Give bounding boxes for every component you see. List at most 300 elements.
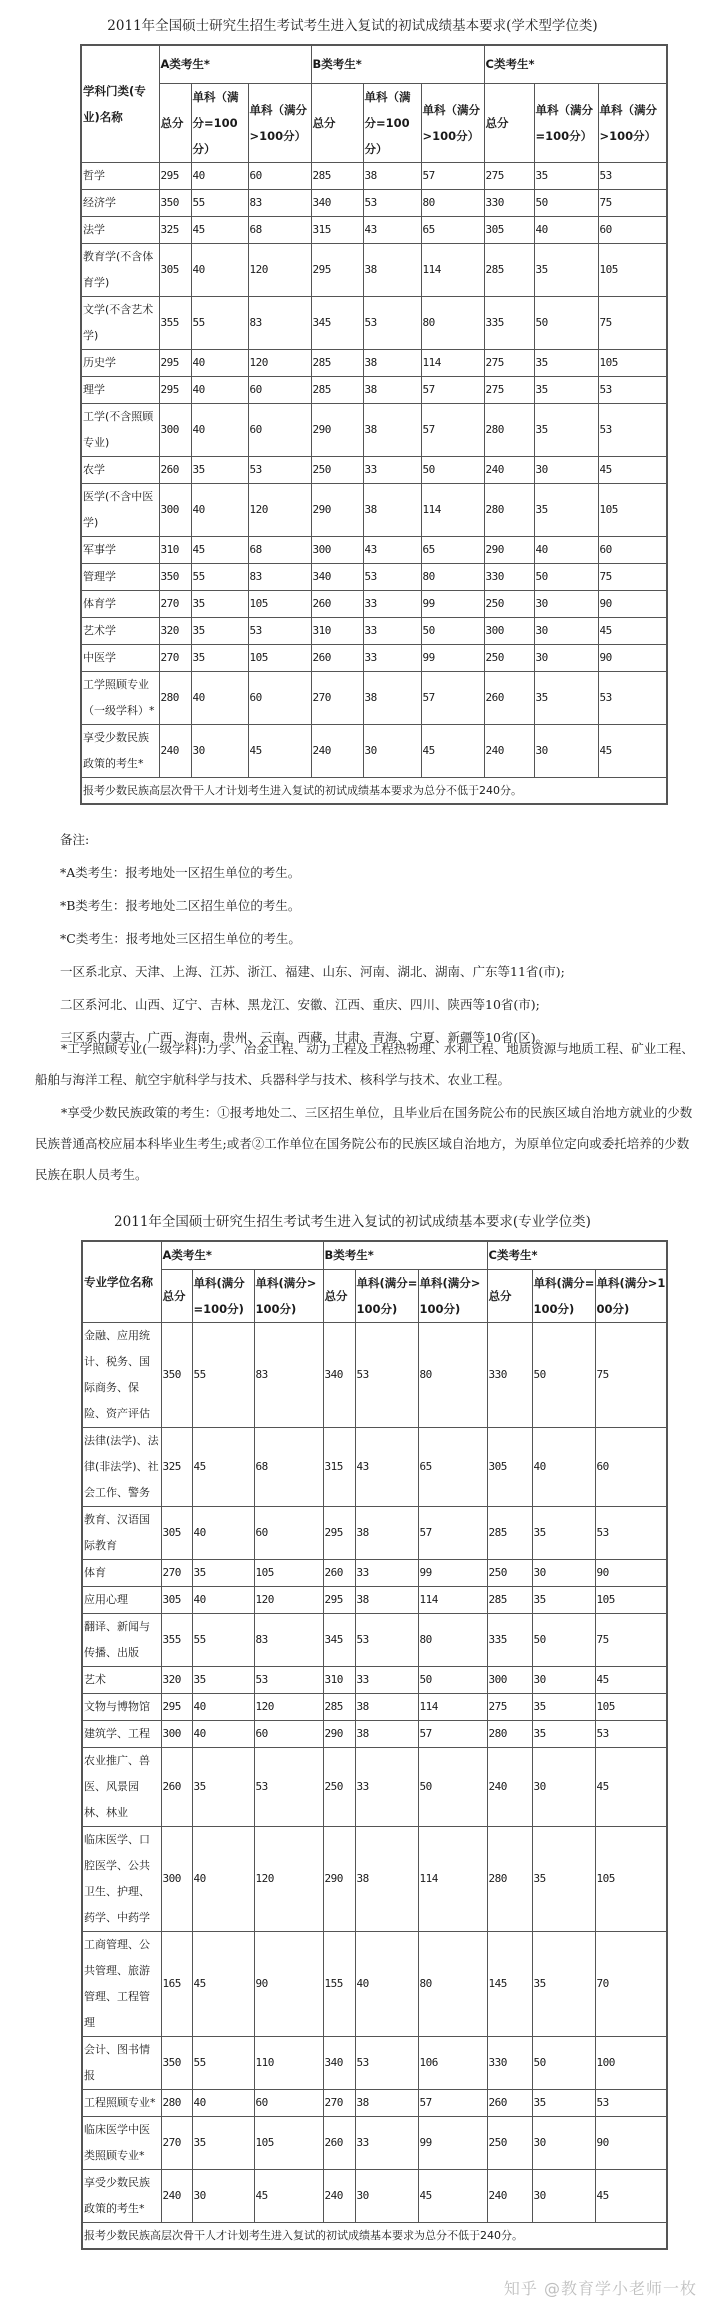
score-cell: 105 xyxy=(595,1693,667,1720)
sub-header-single-over-100: 单科（满分>100分） xyxy=(598,83,667,162)
score-cell: 120 xyxy=(254,1826,323,1931)
score-cell: 285 xyxy=(487,1506,532,1559)
score-cell: 35 xyxy=(192,2116,254,2169)
score-cell: 300 xyxy=(484,617,534,644)
table-row xyxy=(81,189,667,216)
score-cell: 50 xyxy=(532,1613,595,1666)
score-cell: 285 xyxy=(484,243,534,296)
score-cell: 260 xyxy=(311,644,363,671)
score-cell: 38 xyxy=(363,403,421,456)
row-name: 工商管理、公共管理、旅游管理、工程管理 xyxy=(82,1931,161,2036)
table-row xyxy=(82,2089,667,2116)
score-cell: 33 xyxy=(355,1666,418,1693)
row-name: 工程照顾专业* xyxy=(82,2089,161,2116)
score-cell: 35 xyxy=(532,1506,595,1559)
score-cell: 53 xyxy=(363,296,421,349)
score-cell: 295 xyxy=(161,1693,192,1720)
score-cell: 65 xyxy=(421,536,484,563)
score-cell: 75 xyxy=(595,1613,667,1666)
score-cell: 38 xyxy=(363,671,421,724)
score-cell: 55 xyxy=(192,1322,254,1427)
score-cell: 60 xyxy=(248,376,311,403)
row-name: 会计、图书情报 xyxy=(82,2036,161,2089)
sub-header-total: 总分 xyxy=(323,1269,355,1322)
score-cell: 60 xyxy=(595,1427,667,1506)
row-name: 工学(不含照顾专业) xyxy=(81,403,159,456)
score-cell: 280 xyxy=(484,483,534,536)
score-cell: 105 xyxy=(598,349,667,376)
sub-header-single-100: 单科（满分=100分） xyxy=(363,83,421,162)
score-cell: 38 xyxy=(355,1586,418,1613)
score-cell: 90 xyxy=(598,644,667,671)
score-cell: 80 xyxy=(421,563,484,590)
score-cell: 45 xyxy=(248,724,311,777)
score-cell: 290 xyxy=(484,536,534,563)
row-name: 艺术学 xyxy=(81,617,159,644)
score-cell: 38 xyxy=(355,1826,418,1931)
score-cell: 53 xyxy=(595,1506,667,1559)
score-cell: 50 xyxy=(421,617,484,644)
score-cell: 45 xyxy=(191,216,248,243)
score-cell: 305 xyxy=(161,1506,192,1559)
score-cell: 38 xyxy=(355,1720,418,1747)
score-cell: 240 xyxy=(159,724,191,777)
remarks-heading: 备注: xyxy=(60,832,90,847)
score-cell: 50 xyxy=(534,296,598,349)
score-cell: 35 xyxy=(191,590,248,617)
score-cell: 83 xyxy=(248,189,311,216)
score-cell: 335 xyxy=(484,296,534,349)
score-cell: 330 xyxy=(484,189,534,216)
score-cell: 38 xyxy=(363,162,421,189)
table-row xyxy=(81,590,667,617)
table-row xyxy=(82,1559,667,1586)
score-cell: 40 xyxy=(191,376,248,403)
score-cell: 350 xyxy=(159,563,191,590)
score-cell: 75 xyxy=(595,1322,667,1427)
table-row xyxy=(81,563,667,590)
score-cell: 285 xyxy=(311,162,363,189)
score-cell: 110 xyxy=(254,2036,323,2089)
score-cell: 35 xyxy=(192,1666,254,1693)
score-cell: 53 xyxy=(598,671,667,724)
table-row xyxy=(82,1826,667,1931)
score-cell: 114 xyxy=(418,1693,487,1720)
row-name: 翻译、新闻与传播、出版 xyxy=(82,1613,161,1666)
name-column-header: 专业学位名称 xyxy=(82,1241,161,1322)
score-cell: 300 xyxy=(159,403,191,456)
watermark: 知乎 @教育学小老师一枚 xyxy=(503,2279,697,2298)
score-cell: 350 xyxy=(161,2036,192,2089)
score-cell: 35 xyxy=(192,1747,254,1826)
score-cell: 270 xyxy=(159,590,191,617)
group-header-c: C类考生* xyxy=(484,45,667,83)
sub-header-single-100: 单科（满分=100分） xyxy=(534,83,598,162)
score-cell: 60 xyxy=(248,162,311,189)
score-cell: 80 xyxy=(418,1613,487,1666)
score-cell: 300 xyxy=(159,483,191,536)
group-header-c: C类考生* xyxy=(487,1241,667,1269)
row-name: 建筑学、工程 xyxy=(82,1720,161,1747)
score-cell: 290 xyxy=(323,1826,355,1931)
score-cell: 35 xyxy=(534,376,598,403)
score-cell: 45 xyxy=(595,1747,667,1826)
score-cell: 40 xyxy=(191,483,248,536)
score-cell: 45 xyxy=(421,724,484,777)
table-row xyxy=(82,2036,667,2089)
score-cell: 53 xyxy=(248,617,311,644)
score-cell: 53 xyxy=(595,2089,667,2116)
score-cell: 38 xyxy=(363,349,421,376)
score-cell: 90 xyxy=(595,2116,667,2169)
score-cell: 120 xyxy=(248,243,311,296)
score-cell: 114 xyxy=(421,349,484,376)
score-cell: 45 xyxy=(191,536,248,563)
score-cell: 250 xyxy=(487,2116,532,2169)
table-row xyxy=(82,1322,667,1427)
table-row xyxy=(82,2116,667,2169)
table-row xyxy=(82,1506,667,1559)
score-cell: 33 xyxy=(363,644,421,671)
score-cell: 320 xyxy=(159,617,191,644)
score-cell: 33 xyxy=(355,1559,418,1586)
score-cell: 114 xyxy=(418,1586,487,1613)
score-cell: 260 xyxy=(323,2116,355,2169)
remark-line: *A类考生：报考地处一区招生单位的考生。 xyxy=(60,865,301,880)
score-cell: 45 xyxy=(418,2169,487,2222)
row-name: 文学(不含艺术学) xyxy=(81,296,159,349)
score-cell: 300 xyxy=(161,1720,192,1747)
score-cell: 45 xyxy=(598,617,667,644)
table-row xyxy=(82,1427,667,1506)
score-cell: 340 xyxy=(323,1322,355,1427)
row-name: 哲学 xyxy=(81,162,159,189)
score-cell: 45 xyxy=(192,1427,254,1506)
score-cell: 240 xyxy=(484,456,534,483)
score-cell: 45 xyxy=(192,1931,254,2036)
score-cell: 260 xyxy=(487,2089,532,2116)
score-cell: 53 xyxy=(355,1322,418,1427)
score-cell: 35 xyxy=(532,1693,595,1720)
sub-header-total: 总分 xyxy=(484,83,534,162)
score-cell: 280 xyxy=(161,2089,192,2116)
score-cell: 45 xyxy=(598,724,667,777)
score-cell: 55 xyxy=(192,1613,254,1666)
table-row xyxy=(81,456,667,483)
score-cell: 75 xyxy=(598,189,667,216)
score-cell: 65 xyxy=(418,1427,487,1506)
score-cell: 30 xyxy=(534,617,598,644)
score-cell: 99 xyxy=(421,590,484,617)
row-name: 中医学 xyxy=(81,644,159,671)
score-cell: 30 xyxy=(532,1747,595,1826)
table-row xyxy=(81,296,667,349)
remark-line: *C类考生：报考地处三区招生单位的考生。 xyxy=(60,931,301,946)
remark-line: *B类考生：报考地处二区招生单位的考生。 xyxy=(60,898,301,913)
score-cell: 99 xyxy=(418,2116,487,2169)
score-cell: 90 xyxy=(598,590,667,617)
score-cell: 35 xyxy=(534,403,598,456)
score-cell: 60 xyxy=(248,403,311,456)
score-cell: 83 xyxy=(254,1613,323,1666)
score-cell: 83 xyxy=(248,563,311,590)
score-cell: 90 xyxy=(595,1559,667,1586)
row-name: 法学 xyxy=(81,216,159,243)
score-cell: 325 xyxy=(159,216,191,243)
score-cell: 50 xyxy=(418,1666,487,1693)
sub-header-row xyxy=(82,1269,667,1322)
score-cell: 325 xyxy=(161,1427,192,1506)
score-cell: 260 xyxy=(311,590,363,617)
score-cell: 45 xyxy=(595,2169,667,2222)
score-cell: 114 xyxy=(421,243,484,296)
score-cell: 120 xyxy=(248,349,311,376)
score-cell: 270 xyxy=(323,2089,355,2116)
score-cell: 345 xyxy=(311,296,363,349)
row-name: 艺术 xyxy=(82,1666,161,1693)
row-name: 临床医学、口腔医学、公共卫生、护理、药学、中药学 xyxy=(82,1826,161,1931)
score-cell: 285 xyxy=(487,1586,532,1613)
score-cell: 43 xyxy=(355,1427,418,1506)
score-cell: 270 xyxy=(159,644,191,671)
score-cell: 35 xyxy=(532,1826,595,1931)
academic-score-table xyxy=(80,44,668,805)
score-cell: 295 xyxy=(311,243,363,296)
score-cell: 280 xyxy=(487,1720,532,1747)
table-row xyxy=(82,1666,667,1693)
score-cell: 35 xyxy=(532,1586,595,1613)
score-cell: 35 xyxy=(534,671,598,724)
score-cell: 30 xyxy=(532,1666,595,1693)
score-cell: 114 xyxy=(418,1826,487,1931)
row-name: 管理学 xyxy=(81,563,159,590)
table-row xyxy=(81,162,667,189)
score-cell: 35 xyxy=(192,1559,254,1586)
score-cell: 250 xyxy=(323,1747,355,1826)
score-cell: 35 xyxy=(534,483,598,536)
score-cell: 105 xyxy=(598,243,667,296)
score-cell: 53 xyxy=(363,563,421,590)
score-cell: 155 xyxy=(323,1931,355,2036)
score-cell: 330 xyxy=(487,2036,532,2089)
table-row xyxy=(82,1613,667,1666)
score-cell: 300 xyxy=(487,1666,532,1693)
score-cell: 30 xyxy=(532,2169,595,2222)
row-name: 体育学 xyxy=(81,590,159,617)
score-cell: 53 xyxy=(254,1666,323,1693)
score-cell: 35 xyxy=(532,2089,595,2116)
table-row xyxy=(81,536,667,563)
score-cell: 65 xyxy=(421,216,484,243)
score-cell: 310 xyxy=(323,1666,355,1693)
score-cell: 295 xyxy=(323,1506,355,1559)
score-cell: 55 xyxy=(191,563,248,590)
score-cell: 75 xyxy=(598,563,667,590)
row-name: 农业推广、兽医、风景园林、林业 xyxy=(82,1747,161,1826)
score-cell: 305 xyxy=(159,243,191,296)
score-cell: 50 xyxy=(421,456,484,483)
table-row xyxy=(82,1586,667,1613)
score-cell: 105 xyxy=(248,644,311,671)
score-cell: 40 xyxy=(192,1693,254,1720)
score-cell: 280 xyxy=(484,403,534,456)
row-name: 历史学 xyxy=(81,349,159,376)
score-cell: 355 xyxy=(161,1613,192,1666)
score-cell: 53 xyxy=(363,189,421,216)
score-cell: 120 xyxy=(254,1586,323,1613)
score-cell: 165 xyxy=(161,1931,192,2036)
group-header-a: A类考生* xyxy=(161,1241,323,1269)
score-cell: 30 xyxy=(534,644,598,671)
row-name: 医学(不含中医学) xyxy=(81,483,159,536)
score-cell: 40 xyxy=(191,162,248,189)
score-cell: 300 xyxy=(161,1826,192,1931)
score-cell: 40 xyxy=(191,403,248,456)
table-row xyxy=(81,644,667,671)
score-cell: 240 xyxy=(161,2169,192,2222)
score-cell: 285 xyxy=(311,349,363,376)
score-cell: 55 xyxy=(191,189,248,216)
score-cell: 270 xyxy=(161,1559,192,1586)
score-cell: 53 xyxy=(355,1613,418,1666)
sub-header-single-100: 单科(满分=100分) xyxy=(532,1269,595,1322)
sub-header-total: 总分 xyxy=(311,83,363,162)
score-cell: 240 xyxy=(484,724,534,777)
score-cell: 50 xyxy=(534,189,598,216)
score-cell: 50 xyxy=(418,1747,487,1826)
score-cell: 40 xyxy=(532,1427,595,1506)
professional-score-table xyxy=(81,1240,668,2250)
score-cell: 114 xyxy=(421,483,484,536)
score-cell: 310 xyxy=(311,617,363,644)
score-cell: 295 xyxy=(323,1586,355,1613)
sub-header-single-100: 单科(满分=100分) xyxy=(192,1269,254,1322)
score-cell: 340 xyxy=(323,2036,355,2089)
score-cell: 38 xyxy=(355,1693,418,1720)
row-name: 应用心理 xyxy=(82,1586,161,1613)
score-cell: 305 xyxy=(161,1586,192,1613)
score-cell: 40 xyxy=(191,349,248,376)
remarks-section xyxy=(60,823,700,1054)
remark-line: 二区系河北、山西、辽宁、吉林、黑龙江、安徽、江西、重庆、四川、陕西等10省(市); xyxy=(60,997,540,1012)
score-cell: 270 xyxy=(311,671,363,724)
score-cell: 30 xyxy=(534,590,598,617)
score-cell: 40 xyxy=(191,671,248,724)
score-cell: 260 xyxy=(484,671,534,724)
score-cell: 345 xyxy=(323,1613,355,1666)
score-cell: 105 xyxy=(254,2116,323,2169)
score-cell: 250 xyxy=(311,456,363,483)
remark-line: 三区系内蒙古、广西、海南、贵州、云南、西藏、甘肃、青海、宁夏、新疆等10省(区)。 xyxy=(60,1030,549,1045)
score-cell: 30 xyxy=(192,2169,254,2222)
score-cell: 33 xyxy=(363,617,421,644)
sub-header-total: 总分 xyxy=(487,1269,532,1322)
score-cell: 340 xyxy=(311,563,363,590)
score-cell: 35 xyxy=(532,1720,595,1747)
group-header-b: B类考生* xyxy=(323,1241,487,1269)
score-cell: 57 xyxy=(418,2089,487,2116)
row-name: 理学 xyxy=(81,376,159,403)
score-cell: 55 xyxy=(192,2036,254,2089)
score-cell: 100 xyxy=(595,2036,667,2089)
professional-footnote: 报考少数民族高层次骨干人才计划考生进入复试的初试成绩基本要求为总分不低于240分。 xyxy=(82,2222,667,2249)
score-cell: 35 xyxy=(534,243,598,296)
score-cell: 315 xyxy=(323,1427,355,1506)
score-cell: 60 xyxy=(598,536,667,563)
score-cell: 83 xyxy=(248,296,311,349)
score-cell: 120 xyxy=(248,483,311,536)
row-name: 享受少数民族政策的考生* xyxy=(81,724,159,777)
score-cell: 40 xyxy=(192,1720,254,1747)
score-cell: 57 xyxy=(418,1506,487,1559)
score-cell: 240 xyxy=(311,724,363,777)
score-cell: 330 xyxy=(487,1322,532,1427)
score-cell: 45 xyxy=(254,2169,323,2222)
sub-header-single-100: 单科(满分=100分) xyxy=(355,1269,418,1322)
row-name: 金融、应用统计、税务、国际商务、保险、资产评估 xyxy=(82,1322,161,1427)
score-cell: 105 xyxy=(595,1826,667,1931)
table-row xyxy=(81,724,667,777)
sub-header-row xyxy=(81,83,667,162)
score-cell: 30 xyxy=(355,2169,418,2222)
score-cell: 40 xyxy=(191,243,248,296)
score-cell: 55 xyxy=(191,296,248,349)
table-row xyxy=(81,403,667,456)
score-cell: 285 xyxy=(323,1693,355,1720)
score-cell: 80 xyxy=(421,296,484,349)
score-cell: 33 xyxy=(355,2116,418,2169)
sub-header-single-over-100: 单科(满分>100分) xyxy=(418,1269,487,1322)
score-cell: 350 xyxy=(159,189,191,216)
score-cell: 240 xyxy=(487,1747,532,1826)
table-row xyxy=(81,617,667,644)
score-cell: 350 xyxy=(161,1322,192,1427)
academic-footnote: 报考少数民族高层次骨干人才计划考生进入复试的初试成绩基本要求为总分不低于240分。 xyxy=(81,777,667,804)
row-name: 教育学(不含体育学) xyxy=(81,243,159,296)
score-cell: 295 xyxy=(159,162,191,189)
score-cell: 30 xyxy=(532,2116,595,2169)
score-cell: 38 xyxy=(363,483,421,536)
row-name: 工学照顾专业（一级学科）* xyxy=(81,671,159,724)
score-cell: 260 xyxy=(159,456,191,483)
score-cell: 30 xyxy=(534,456,598,483)
score-cell: 35 xyxy=(191,456,248,483)
row-name: 经济学 xyxy=(81,189,159,216)
table-row xyxy=(81,349,667,376)
score-cell: 106 xyxy=(418,2036,487,2089)
score-cell: 99 xyxy=(418,1559,487,1586)
score-cell: 33 xyxy=(363,456,421,483)
score-cell: 105 xyxy=(248,590,311,617)
score-cell: 305 xyxy=(487,1427,532,1506)
score-cell: 30 xyxy=(532,1559,595,1586)
score-cell: 340 xyxy=(311,189,363,216)
score-cell: 57 xyxy=(421,403,484,456)
sub-header-total: 总分 xyxy=(161,1269,192,1322)
score-cell: 295 xyxy=(159,376,191,403)
row-name: 农学 xyxy=(81,456,159,483)
name-column-header: 学科门类(专业)名称 xyxy=(81,45,159,162)
score-cell: 53 xyxy=(598,376,667,403)
score-cell: 57 xyxy=(421,671,484,724)
professional-table-title: 2011年全国硕士研究生招生考试考生进入复试的初试成绩基本要求(专业学位类) xyxy=(114,1214,591,1230)
table-row xyxy=(82,1931,667,2036)
group-header-row xyxy=(81,45,667,83)
score-cell: 80 xyxy=(421,189,484,216)
score-cell: 40 xyxy=(534,536,598,563)
score-cell: 105 xyxy=(598,483,667,536)
score-cell: 40 xyxy=(192,1586,254,1613)
